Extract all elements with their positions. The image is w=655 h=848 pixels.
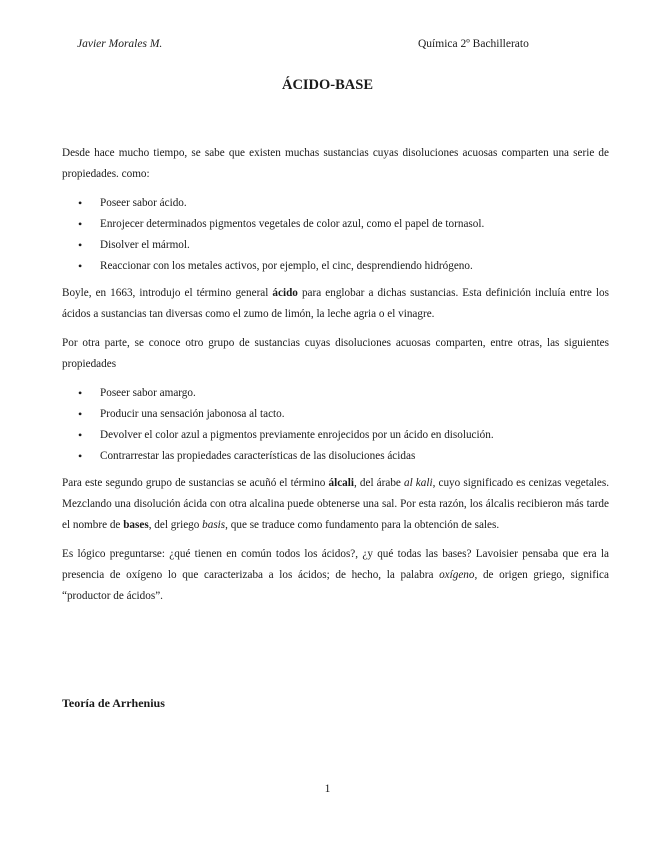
section-heading: Teoría de Arrhenius: [62, 696, 165, 710]
quote-productor-de-acidos: “productor de ácidos”: [62, 590, 161, 602]
term-acido: ácido: [272, 287, 298, 299]
text-run: Para este segundo grupo de sustancias se acuñó el término: [62, 477, 329, 489]
list-item: • Producir una sensación jabonosa al tacto.: [62, 404, 609, 425]
lavoisier-paragraph: [62, 544, 609, 607]
text-run: , de origen griego, significa: [474, 569, 609, 581]
term-al-kali: al kali: [404, 477, 433, 489]
list-item: • Disolver el mármol.: [62, 235, 609, 256]
term-alcali: álcali: [328, 477, 354, 489]
other-group-paragraph: Por otra parte, se conoce otro grupo de sustancias cuyas disoluciones acuosas comparten, entre otras, las siguientes propiedades: [62, 337, 609, 370]
list-item: • Poseer sabor ácido.: [62, 193, 609, 214]
text-run: , que se traduce como fundamento para la obtención de sales.: [225, 519, 500, 531]
boyle-paragraph: [62, 283, 609, 325]
body-content: [62, 143, 609, 615]
alcali-paragraph: [62, 473, 609, 536]
text-run: , del árabe: [354, 477, 404, 489]
list-item: • Devolver el color azul a pigmentos previamente enrojecidos por un ácido en disolución.: [62, 425, 609, 446]
base-properties-list: [62, 383, 609, 467]
intro-paragraph: Desde hace mucho tiempo, se sabe que existen muchas sustancias cuyas disoluciones acuosas comparten una serie de propiedades. como:: [62, 147, 609, 180]
list-item: • Contrarrestar las propiedades características de las disoluciones ácidas: [62, 446, 609, 467]
list-item: • Enrojecer determinados pigmentos vegetales de color azul, como el papel de tornasol.: [62, 214, 609, 235]
page-number: 1: [324, 783, 331, 795]
text-run: Boyle, en 1663, introdujo el término general: [62, 287, 273, 299]
list-item: • Reaccionar con los metales activos, por ejemplo, el cinc, desprendiendo hidrógeno.: [62, 256, 609, 277]
list-item: • Poseer sabor amargo.: [62, 383, 609, 404]
text-run: .: [160, 590, 163, 602]
text-run: , del griego: [148, 519, 203, 531]
term-basis: basis: [202, 519, 226, 531]
text-run: Es lógico preguntarse: ¿qué tienen en común todos los ácidos?, ¿y qué todas las bases? Lavoisier pensaba que era la presencia de oxígeno lo que caracterizaba a los ácidos; de hecho, la palabra: [62, 548, 609, 581]
header-author: Javier Morales M.: [77, 38, 163, 50]
acid-properties-list: [62, 193, 609, 277]
term-bases: bases: [123, 519, 149, 531]
text-run: para englobar a dichas sustancias. Esta definición incluía entre los ácidos a sustancias tan diversas como el zumo de limón, la leche agria o el vinagre.: [62, 287, 609, 320]
text-run: , cuyo significado es cenizas vegetales. Mezclando una disolución ácida con otra alcalina puede obtenerse una sal. Por esta razón, los álcalis recibieron más tarde el nombre de: [62, 477, 610, 531]
header-course: Química 2º Bachillerato: [418, 38, 529, 50]
term-oxigeno: oxígeno: [439, 569, 475, 581]
page-title: ÁCIDO-BASE: [281, 77, 374, 93]
